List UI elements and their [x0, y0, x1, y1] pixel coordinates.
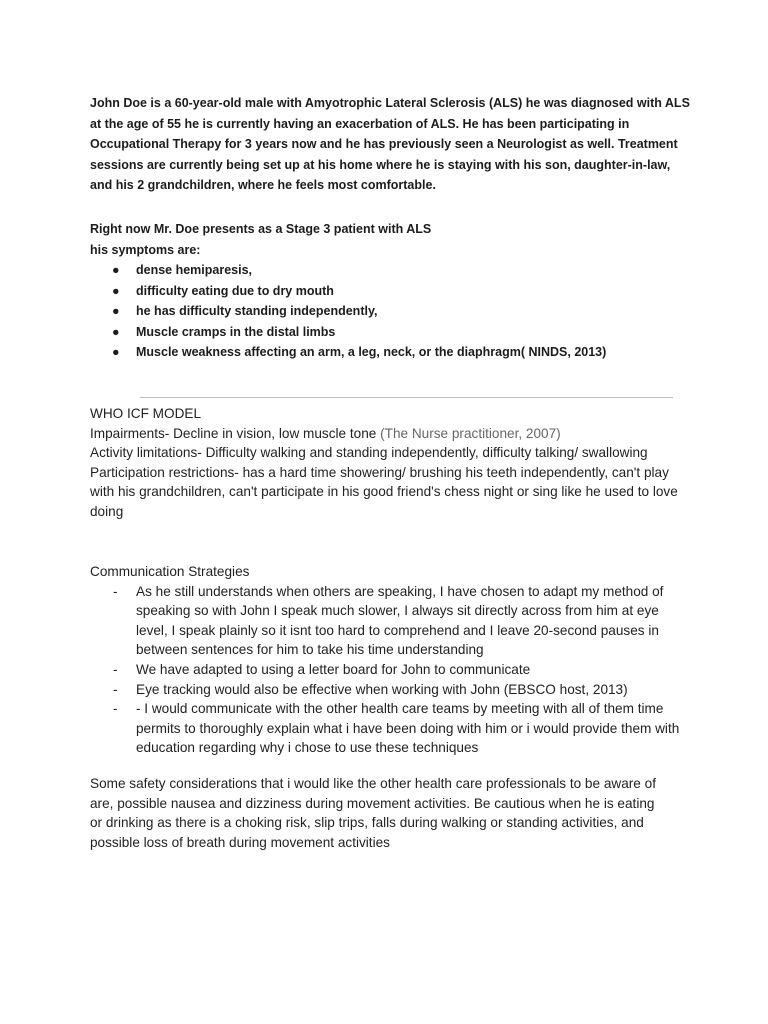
horizontal-divider [140, 397, 673, 398]
dash-icon: - [113, 661, 118, 677]
list-item: ● Muscle weakness affecting an arm, a leg, neck, or the diaphragm( NINDS, 2013) [90, 342, 690, 363]
icf-section [90, 404, 690, 522]
list-item: - Eye tracking would also be effective when working with John (EBSCO host, 2013) [90, 680, 690, 700]
bullet-icon: ● [112, 304, 120, 318]
bullet-icon: ● [112, 263, 120, 277]
communication-list [90, 582, 690, 758]
icf-heading: WHO ICF MODEL [90, 406, 202, 421]
intro-paragraph: John Doe is a 60-year-old male with Amyotrophic Lateral Sclerosis (ALS) he was diagnosed with ALS at the age of 55 he is currently having an exacerbation of ALS. He has been participating in Occupational Therapy for 3 years now and he has previously seen a Neurologist as well. Treatment sessions are currently being set up at his home where he is staying with his son, daughter-in-law, and his 2 grandchildren, where he feels most comfortable. [90, 96, 690, 192]
impairments-line: Impairments- Decline in vision, low muscle tone (The Nurse practitioner, 2007) [90, 425, 561, 441]
dash-icon: - [113, 583, 118, 599]
impairments-citation: (The Nurse practitioner, 2007) [380, 425, 561, 441]
activity-limitations: Activity limitations- Difficulty walking and standing independently, difficulty talking/ swallowing [90, 445, 648, 461]
list-item: - - I would communicate with the other health care teams by meeting with all of them time permits to thoroughly explain what i have been doing with him or i would provide them with education regarding why i chose to use these techniques [113, 701, 680, 756]
dash-icon: - [113, 681, 118, 697]
stage-section [90, 219, 690, 363]
list-item: ● dense hemiparesis, [90, 260, 690, 281]
safety-section [90, 774, 670, 852]
list-item: - As he still understands when others are speaking, I have chosen to adapt my method of speaking so with John I speak much slower, I always sit directly across from him at eye level, I speak plainly so it isnt too hard to comprehend and I leave 20-second pauses in between sentences for him to take his time understanding [113, 583, 664, 658]
symptoms-list [90, 260, 690, 363]
communication-section [90, 562, 690, 758]
intro-section [90, 93, 690, 196]
safety-paragraph: Some safety considerations that i would like the other health care professionals to be aware of are, possible nausea and dizziness during movement activities. Be cautious when he is eating or drinking as there is a choking risk, slip trips, falls during walking or standing activities, and possible loss of breath during movement activities [90, 776, 656, 850]
list-item: ● Muscle cramps in the distal limbs [90, 322, 690, 343]
list-item: ● difficulty eating due to dry mouth [90, 281, 690, 302]
list-item: ● he has difficulty standing independently, [90, 301, 690, 322]
bullet-icon: ● [112, 345, 120, 359]
list-item: - We have adapted to using a letter board for John to communicate [90, 660, 690, 680]
participation-restrictions: Participation restrictions- has a hard time showering/ brushing his teeth independently, can't play with his grandchildren, can't participate in his good friend's chess night or sing like he used to love doing [90, 464, 678, 519]
bullet-icon: ● [112, 324, 120, 339]
symptoms-intro: his symptoms are: [90, 242, 201, 257]
dash-icon: - [113, 701, 118, 717]
bullet-icon: ● [112, 283, 120, 298]
communication-heading: Communication Strategies [90, 564, 250, 579]
stage-line: Right now Mr. Doe presents as a Stage 3 patient with ALS [90, 222, 432, 236]
